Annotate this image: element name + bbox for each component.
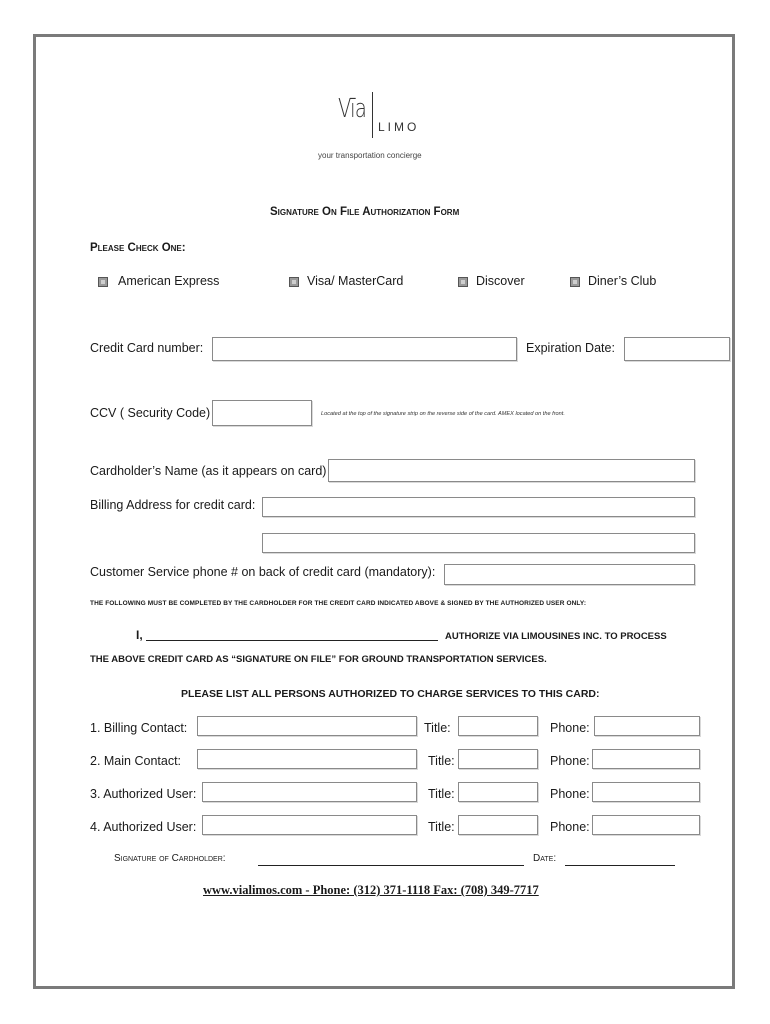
customer-service-phone-input[interactable] — [444, 564, 695, 585]
billing-contact-title-input[interactable] — [458, 716, 538, 736]
main-contact-input[interactable] — [197, 749, 417, 769]
authorized-user-1-phone-input[interactable] — [592, 782, 700, 802]
billing-address-label: Billing Address for credit card: — [90, 498, 256, 512]
logo — [338, 92, 448, 142]
cardholder-name-label: Cardholder’s Name (as it appears on card) — [90, 464, 327, 478]
billing-contact-phone-label: Phone: — [550, 721, 590, 735]
cardholder-notice: THE FOLLOWING MUST BE COMPLETED BY THE CARDHOLDER FOR THE CREDIT CARD INDICATED ABOVE & SIGNED BY THE AUTHORIZED USER ONLY: — [90, 600, 587, 607]
form-title: Signature On File Authorization Form — [270, 206, 460, 218]
main-contact-title-label: Title: — [428, 754, 455, 768]
billing-contact-title-label: Title: — [424, 721, 451, 735]
authorization-text-line2: THE ABOVE CREDIT CARD AS “SIGNATURE ON FILE” FOR GROUND TRANSPORTATION SERVICES. — [90, 654, 547, 665]
expiration-date-input[interactable] — [624, 337, 730, 361]
authorization-i: I, — [136, 628, 143, 642]
option-american-express: American Express — [118, 274, 220, 288]
authorized-user-2-phone-label: Phone: — [550, 820, 590, 834]
authorized-user-1-label: 3. Authorized User: — [90, 787, 197, 801]
option-diners-club: Diner’s Club — [588, 274, 657, 288]
ccv-label: CCV ( Security Code) — [90, 406, 211, 420]
main-contact-phone-label: Phone: — [550, 754, 590, 768]
billing-contact-phone-input[interactable] — [594, 716, 700, 736]
logo-tagline: your transportation concierge — [318, 151, 422, 160]
signature-label: Signature of Cardholder: — [114, 853, 226, 864]
ccv-note: Located at the top of the signature strip on the reverse side of the card. AMEX located on the front. — [321, 411, 565, 417]
authorization-name-line[interactable] — [146, 640, 438, 641]
date-label: Date: — [533, 853, 557, 864]
main-contact-phone-input[interactable] — [592, 749, 700, 769]
logo-divider — [372, 92, 373, 138]
billing-address-input-1[interactable] — [262, 497, 695, 517]
expiration-date-label: Expiration Date: — [526, 341, 615, 355]
authorized-user-2-title-input[interactable] — [458, 815, 538, 835]
option-visa-mastercard: Visa/ MasterCard — [307, 274, 404, 288]
date-line[interactable] — [565, 865, 675, 866]
checkbox-discover[interactable] — [458, 277, 468, 287]
billing-contact-label: 1. Billing Contact: — [90, 721, 188, 735]
persons-heading: PLEASE LIST ALL PERSONS AUTHORIZED TO CHARGE SERVICES TO THIS CARD: — [181, 688, 600, 700]
logo-via: Vīa — [338, 94, 367, 124]
customer-service-phone-label: Customer Service phone # on back of credit card (mandatory): — [90, 565, 436, 579]
authorized-user-1-input[interactable] — [202, 782, 417, 802]
billing-contact-input[interactable] — [197, 716, 417, 736]
billing-address-input-2[interactable] — [262, 533, 695, 553]
credit-card-number-input[interactable] — [212, 337, 517, 361]
option-discover: Discover — [476, 274, 525, 288]
main-contact-label: 2. Main Contact: — [90, 754, 182, 768]
authorized-user-2-label: 4. Authorized User: — [90, 820, 197, 834]
authorized-user-1-phone-label: Phone: — [550, 787, 590, 801]
authorized-user-2-title-label: Title: — [428, 820, 455, 834]
authorized-user-1-title-label: Title: — [428, 787, 455, 801]
authorized-user-2-phone-input[interactable] — [592, 815, 700, 835]
authorized-user-1-title-input[interactable] — [458, 782, 538, 802]
checkbox-diners-club[interactable] — [570, 277, 580, 287]
logo-limo: LIMO — [378, 120, 420, 134]
authorized-user-2-input[interactable] — [202, 815, 417, 835]
signature-line[interactable] — [258, 865, 524, 866]
credit-card-number-label: Credit Card number: — [90, 341, 204, 355]
ccv-input[interactable] — [212, 400, 312, 426]
checkbox-american-express[interactable] — [98, 277, 108, 287]
cardholder-name-input[interactable] — [328, 459, 695, 482]
main-contact-title-input[interactable] — [458, 749, 538, 769]
footer-contact: www.vialimos.com - Phone: (312) 371-1118 Fax: (708) 349-7717 — [203, 883, 539, 897]
check-one-label: Please Check One: — [90, 242, 186, 254]
authorization-text: AUTHORIZE VIA LIMOUSINES INC. TO PROCESS — [445, 631, 667, 642]
checkbox-visa-mastercard[interactable] — [289, 277, 299, 287]
